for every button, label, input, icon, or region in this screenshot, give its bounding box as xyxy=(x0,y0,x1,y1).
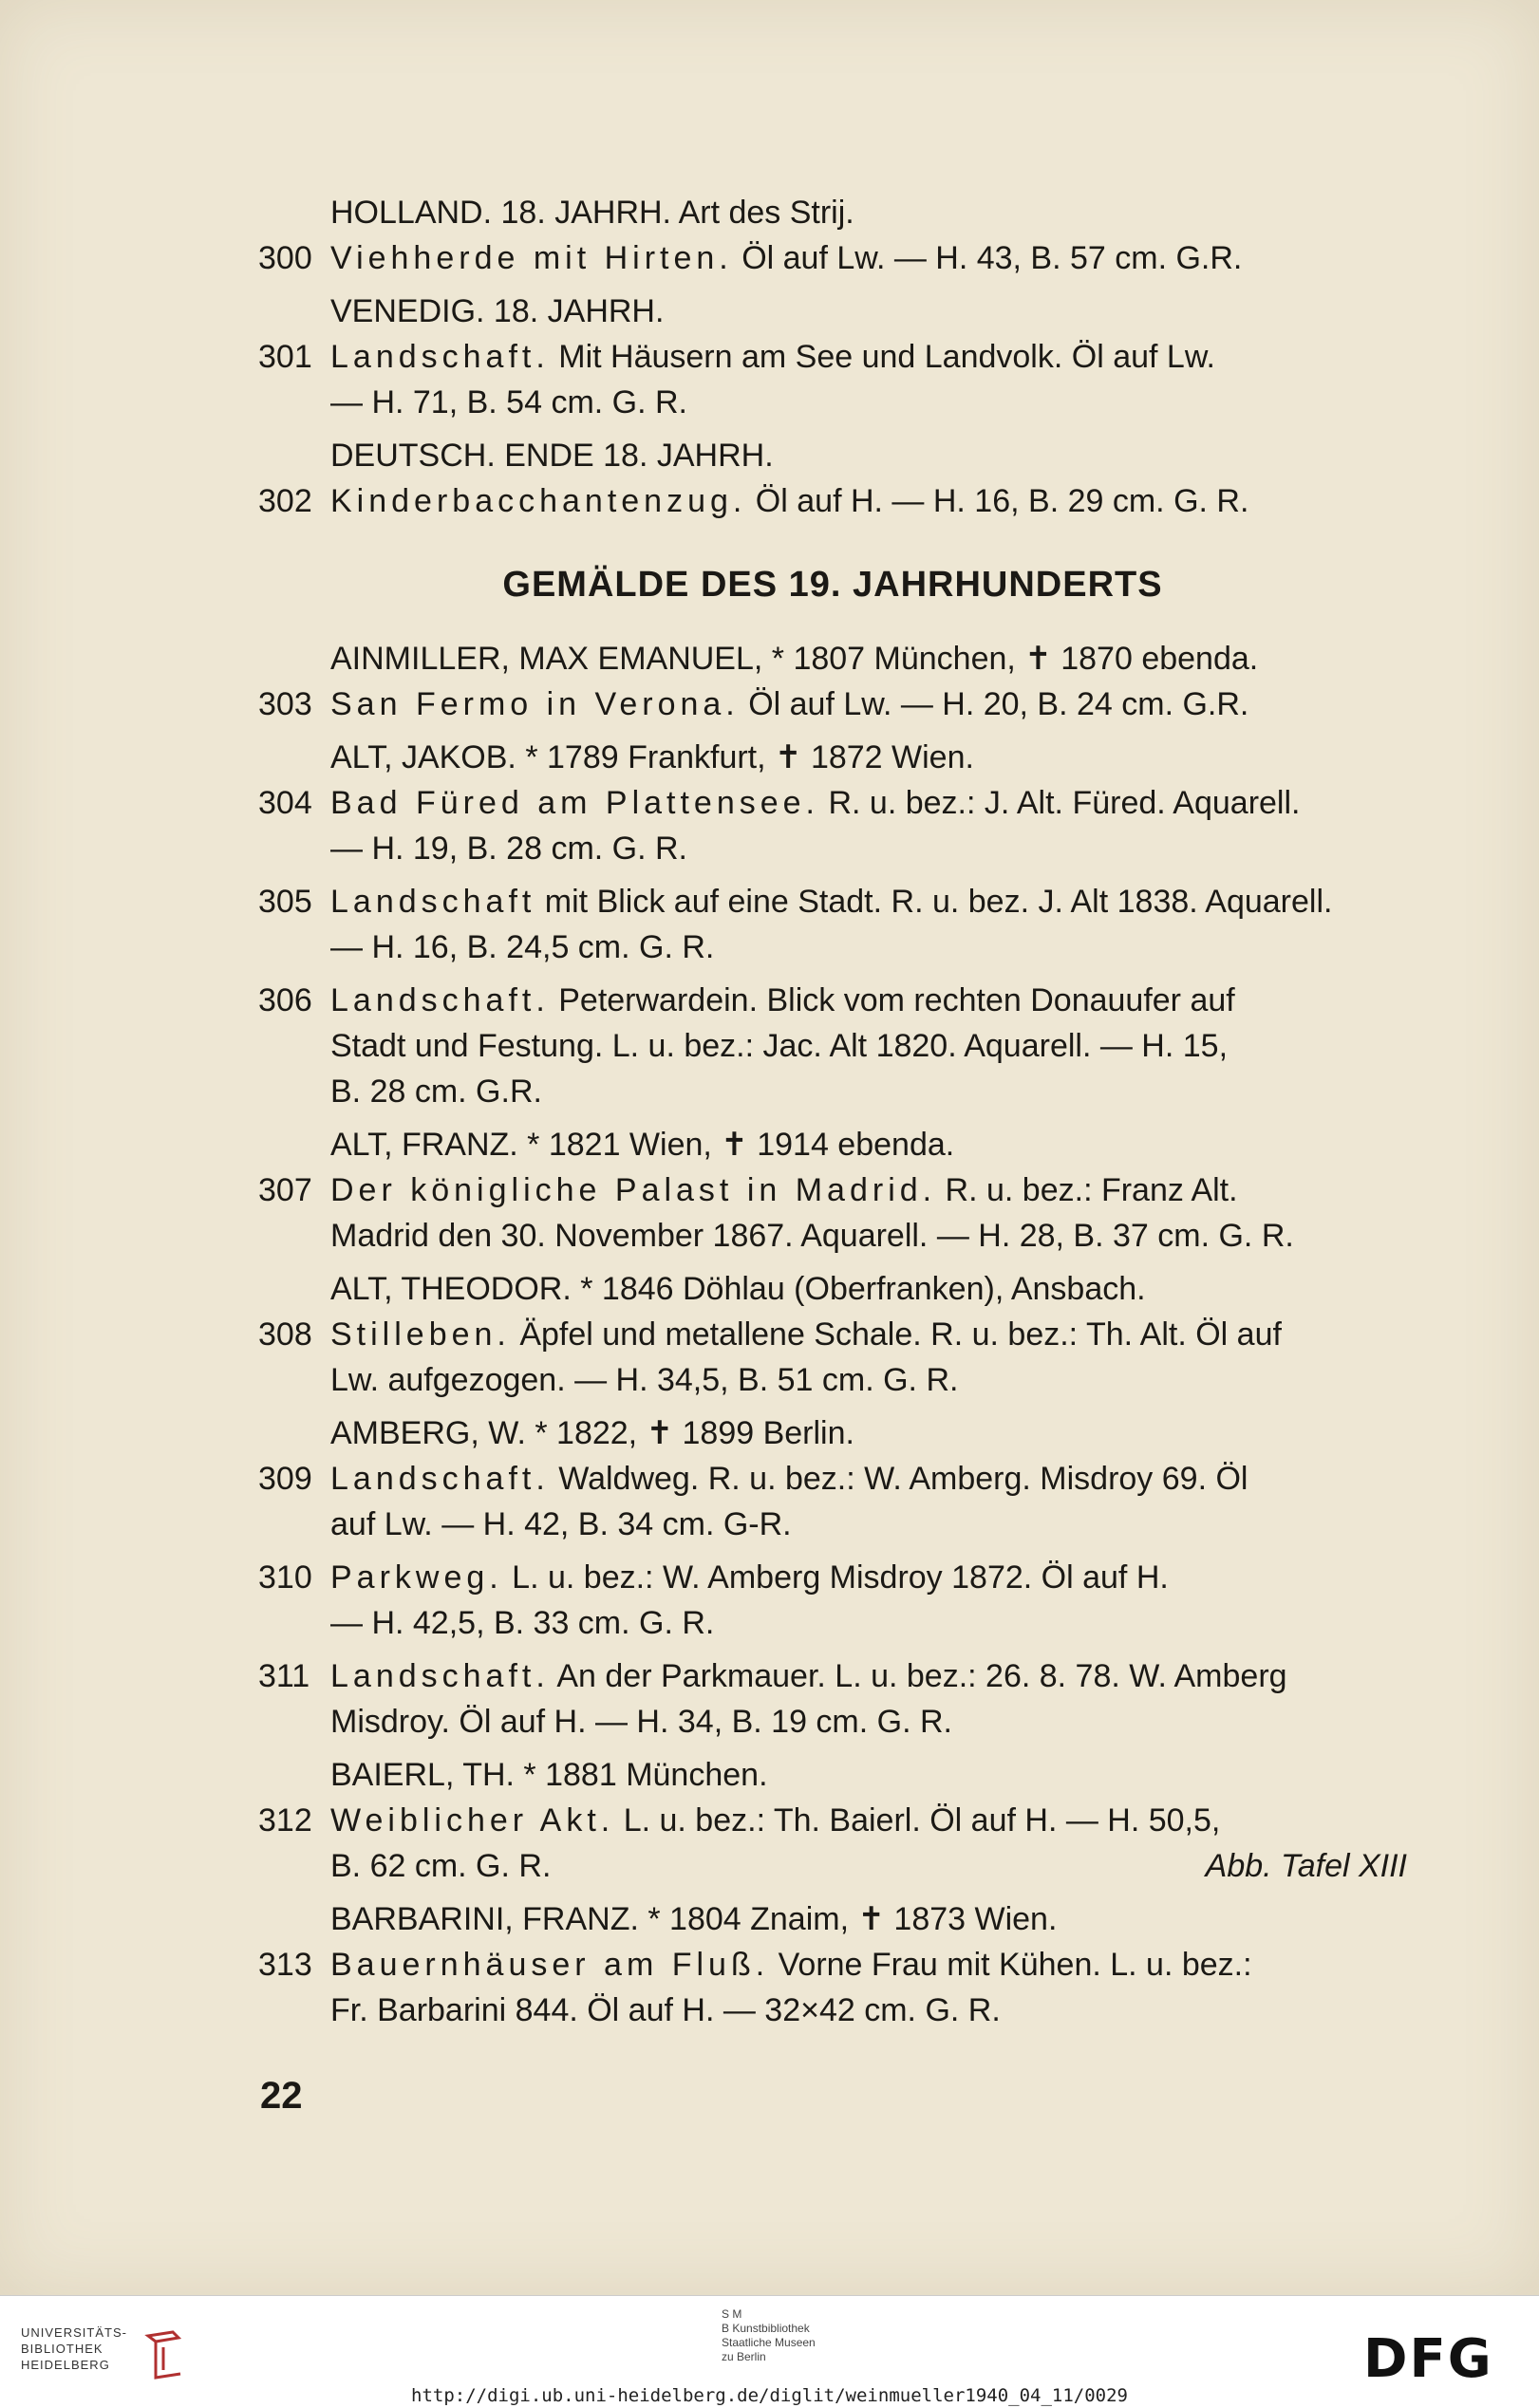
lot-number: 311 xyxy=(258,1658,310,1694)
lot-continuation: Fr. Barbarini 844. Öl auf H. — 32×42 cm. G. R. xyxy=(330,1992,1001,2028)
catalog-entry xyxy=(258,1555,1407,1646)
lot-number: 302 xyxy=(258,483,312,519)
lot-number: 306 xyxy=(258,982,312,1018)
page-number: 22 xyxy=(260,2075,303,2117)
artist-header: ALT, JAKOB. * 1789 Frankfurt, ✝ 1872 Wien. xyxy=(330,739,974,775)
lot-number: 308 xyxy=(258,1316,312,1353)
catalog-entry xyxy=(258,433,1407,524)
lot-title: Der königliche Palast in Madrid. xyxy=(330,1172,937,1208)
lot-title: Stilleben. xyxy=(330,1316,511,1353)
lot-continuation: Misdroy. Öl auf H. — H. 34, B. 19 cm. G. R. xyxy=(330,1704,952,1740)
lot-continuation: Madrid den 30. November 1867. Aquarell. — H. 28, B. 37 cm. G. R. xyxy=(330,1218,1294,1254)
uni-line: HEIDELBERG xyxy=(21,2358,110,2372)
artist-header: VENEDIG. 18. JAHRH. xyxy=(330,293,665,329)
lot-continuation: — H. 71, B. 54 cm. G. R. xyxy=(330,384,687,420)
lot-title: Parkweg. xyxy=(330,1559,503,1596)
permalink-url[interactable]: http://digi.ub.uni-heidelberg.de/diglit/weinmueller1940_04_11/0029 xyxy=(411,2385,1128,2406)
catalog-entry xyxy=(258,190,1407,281)
lot-number: 310 xyxy=(258,1559,312,1596)
lot-description: mit Blick auf eine Stadt. R. u. bez. J. Alt 1838. Aquarell. xyxy=(535,884,1333,920)
smb-line: B Kunstbibliothek xyxy=(722,2322,810,2335)
artist-header: ALT, FRANZ. * 1821 Wien, ✝ 1914 ebenda. xyxy=(330,1127,955,1163)
lot-description: Öl auf Lw. — H. 20, B. 24 cm. G.R. xyxy=(739,686,1249,722)
library-emblem-icon xyxy=(144,2330,184,2383)
uni-line: BIBLIOTHEK xyxy=(21,2342,103,2356)
catalog-entry xyxy=(258,735,1407,871)
lot-number: 309 xyxy=(258,1461,312,1497)
lot-description: R. u. bez.: Franz Alt. xyxy=(936,1172,1238,1208)
lot-title: Landschaft. xyxy=(330,339,550,375)
artist-header: ALT, THEODOR. * 1846 Döhlau (Oberfranken), Ansbach. xyxy=(330,1271,1146,1307)
lot-continuation: auf Lw. — H. 42, B. 34 cm. G-R. xyxy=(330,1506,792,1542)
catalog-entry xyxy=(258,1896,1407,2033)
section-heading: GEMÄLDE DES 19. JAHRHUNDERTS xyxy=(502,565,1163,605)
catalog-entry xyxy=(258,1266,1407,1403)
lot-number: 313 xyxy=(258,1947,312,1983)
lot-title: Landschaft xyxy=(330,884,536,920)
catalog-entry xyxy=(258,1752,1407,1889)
lot-description: Öl auf H. — H. 16, B. 29 cm. G. R. xyxy=(746,483,1249,519)
lot-description: Öl auf Lw. — H. 43, B. 57 cm. G.R. xyxy=(732,240,1243,276)
lot-number: 304 xyxy=(258,785,312,821)
lot-number: 301 xyxy=(258,339,312,375)
lot-continuation: Stadt und Festung. L. u. bez.: Jac. Alt 1820. Aquarell. — H. 15, xyxy=(330,1028,1229,1064)
catalog-entry xyxy=(258,636,1407,727)
lot-title: Landschaft. xyxy=(330,1658,550,1694)
lot-title: Kinderbacchantenzug. xyxy=(330,483,747,519)
lot-title: San Fermo in Verona. xyxy=(330,686,740,722)
artist-header: BARBARINI, FRANZ. * 1804 Znaim, ✝ 1873 Wien. xyxy=(330,1901,1058,1937)
smb-logo[interactable] xyxy=(722,2307,911,2364)
lot-description: Mit Häusern am See und Landvolk. Öl auf Lw. xyxy=(549,339,1215,375)
lot-title: Landschaft. xyxy=(330,982,550,1018)
catalog-entry xyxy=(258,1653,1407,1745)
catalog-entry xyxy=(258,1410,1407,1547)
lot-title: Bauernhäuser am Fluß. xyxy=(330,1947,770,1983)
lot-title: Weiblicher Akt. xyxy=(330,1802,615,1839)
lot-continuation: — H. 42,5, B. 33 cm. G. R. xyxy=(330,1605,715,1641)
lot-number: 307 xyxy=(258,1172,312,1208)
lot-description: Äpfel und metallene Schale. R. u. bez.: Th. Alt. Öl auf xyxy=(510,1316,1282,1353)
lot-number: 305 xyxy=(258,884,312,920)
lot-number: 300 xyxy=(258,240,312,276)
lot-title: Viehherde mit Hirten. xyxy=(330,240,733,276)
lot-number: 312 xyxy=(258,1802,312,1839)
smb-line: S M xyxy=(722,2307,742,2321)
lot-description: Waldweg. R. u. bez.: W. Amberg. Misdroy 69. Öl xyxy=(549,1461,1248,1497)
artist-header: AINMILLER, MAX EMANUEL, * 1807 München, ✝ 1870 ebenda. xyxy=(330,641,1259,677)
lot-continuation xyxy=(258,1843,1407,1889)
catalog-entry xyxy=(258,1122,1407,1259)
lot-continuation: Lw. aufgezogen. — H. 34,5, B. 51 cm. G. R. xyxy=(330,1362,959,1398)
artist-header: HOLLAND. 18. JAHRH. Art des Strij. xyxy=(330,195,854,231)
artist-header: AMBERG, W. * 1822, ✝ 1899 Berlin. xyxy=(330,1415,854,1451)
smb-line: Staatliche Museen xyxy=(722,2336,816,2349)
lot-description: R. u. bez.: J. Alt. Füred. Aquarell. xyxy=(819,785,1301,821)
viewer-footer xyxy=(0,2295,1539,2408)
lot-description: Vorne Frau mit Kühen. L. u. bez.: xyxy=(769,1947,1252,1983)
lot-continuation-text: B. 62 cm. G. R. xyxy=(330,1848,552,1884)
lot-description: L. u. bez.: Th. Baierl. Öl auf H. — H. 50,5, xyxy=(614,1802,1221,1839)
uni-line: UNIVERSITÄTS- xyxy=(21,2325,127,2340)
lot-title: Landschaft. xyxy=(330,1461,550,1497)
lot-number: 303 xyxy=(258,686,312,722)
plate-reference: Abb. Tafel XIII xyxy=(1205,1848,1407,1884)
dfg-logo[interactable]: DFG xyxy=(1363,2328,1493,2390)
catalog-entry xyxy=(258,879,1407,970)
lot-description: An der Parkmauer. L. u. bez.: 26. 8. 78. W. Amberg xyxy=(549,1658,1287,1694)
lot-continuation: B. 28 cm. G.R. xyxy=(330,1073,542,1110)
artist-header: BAIERL, TH. * 1881 München. xyxy=(330,1757,768,1793)
lot-description: Peterwardein. Blick vom rechten Donauufer auf xyxy=(549,982,1235,1018)
lot-continuation: — H. 16, B. 24,5 cm. G. R. xyxy=(330,929,715,965)
lot-continuation: — H. 19, B. 28 cm. G. R. xyxy=(330,831,687,867)
catalog-content xyxy=(258,190,1407,2033)
lot-title: Bad Füred am Plattensee. xyxy=(330,785,820,821)
lot-description: L. u. bez.: W. Amberg Misdroy 1872. Öl auf H. xyxy=(502,1559,1169,1596)
smb-line: zu Berlin xyxy=(722,2350,766,2363)
university-library-logo[interactable] xyxy=(21,2324,163,2373)
catalog-entry xyxy=(258,978,1407,1114)
catalog-entry xyxy=(258,289,1407,425)
artist-header: DEUTSCH. ENDE 18. JAHRH. xyxy=(330,438,774,474)
